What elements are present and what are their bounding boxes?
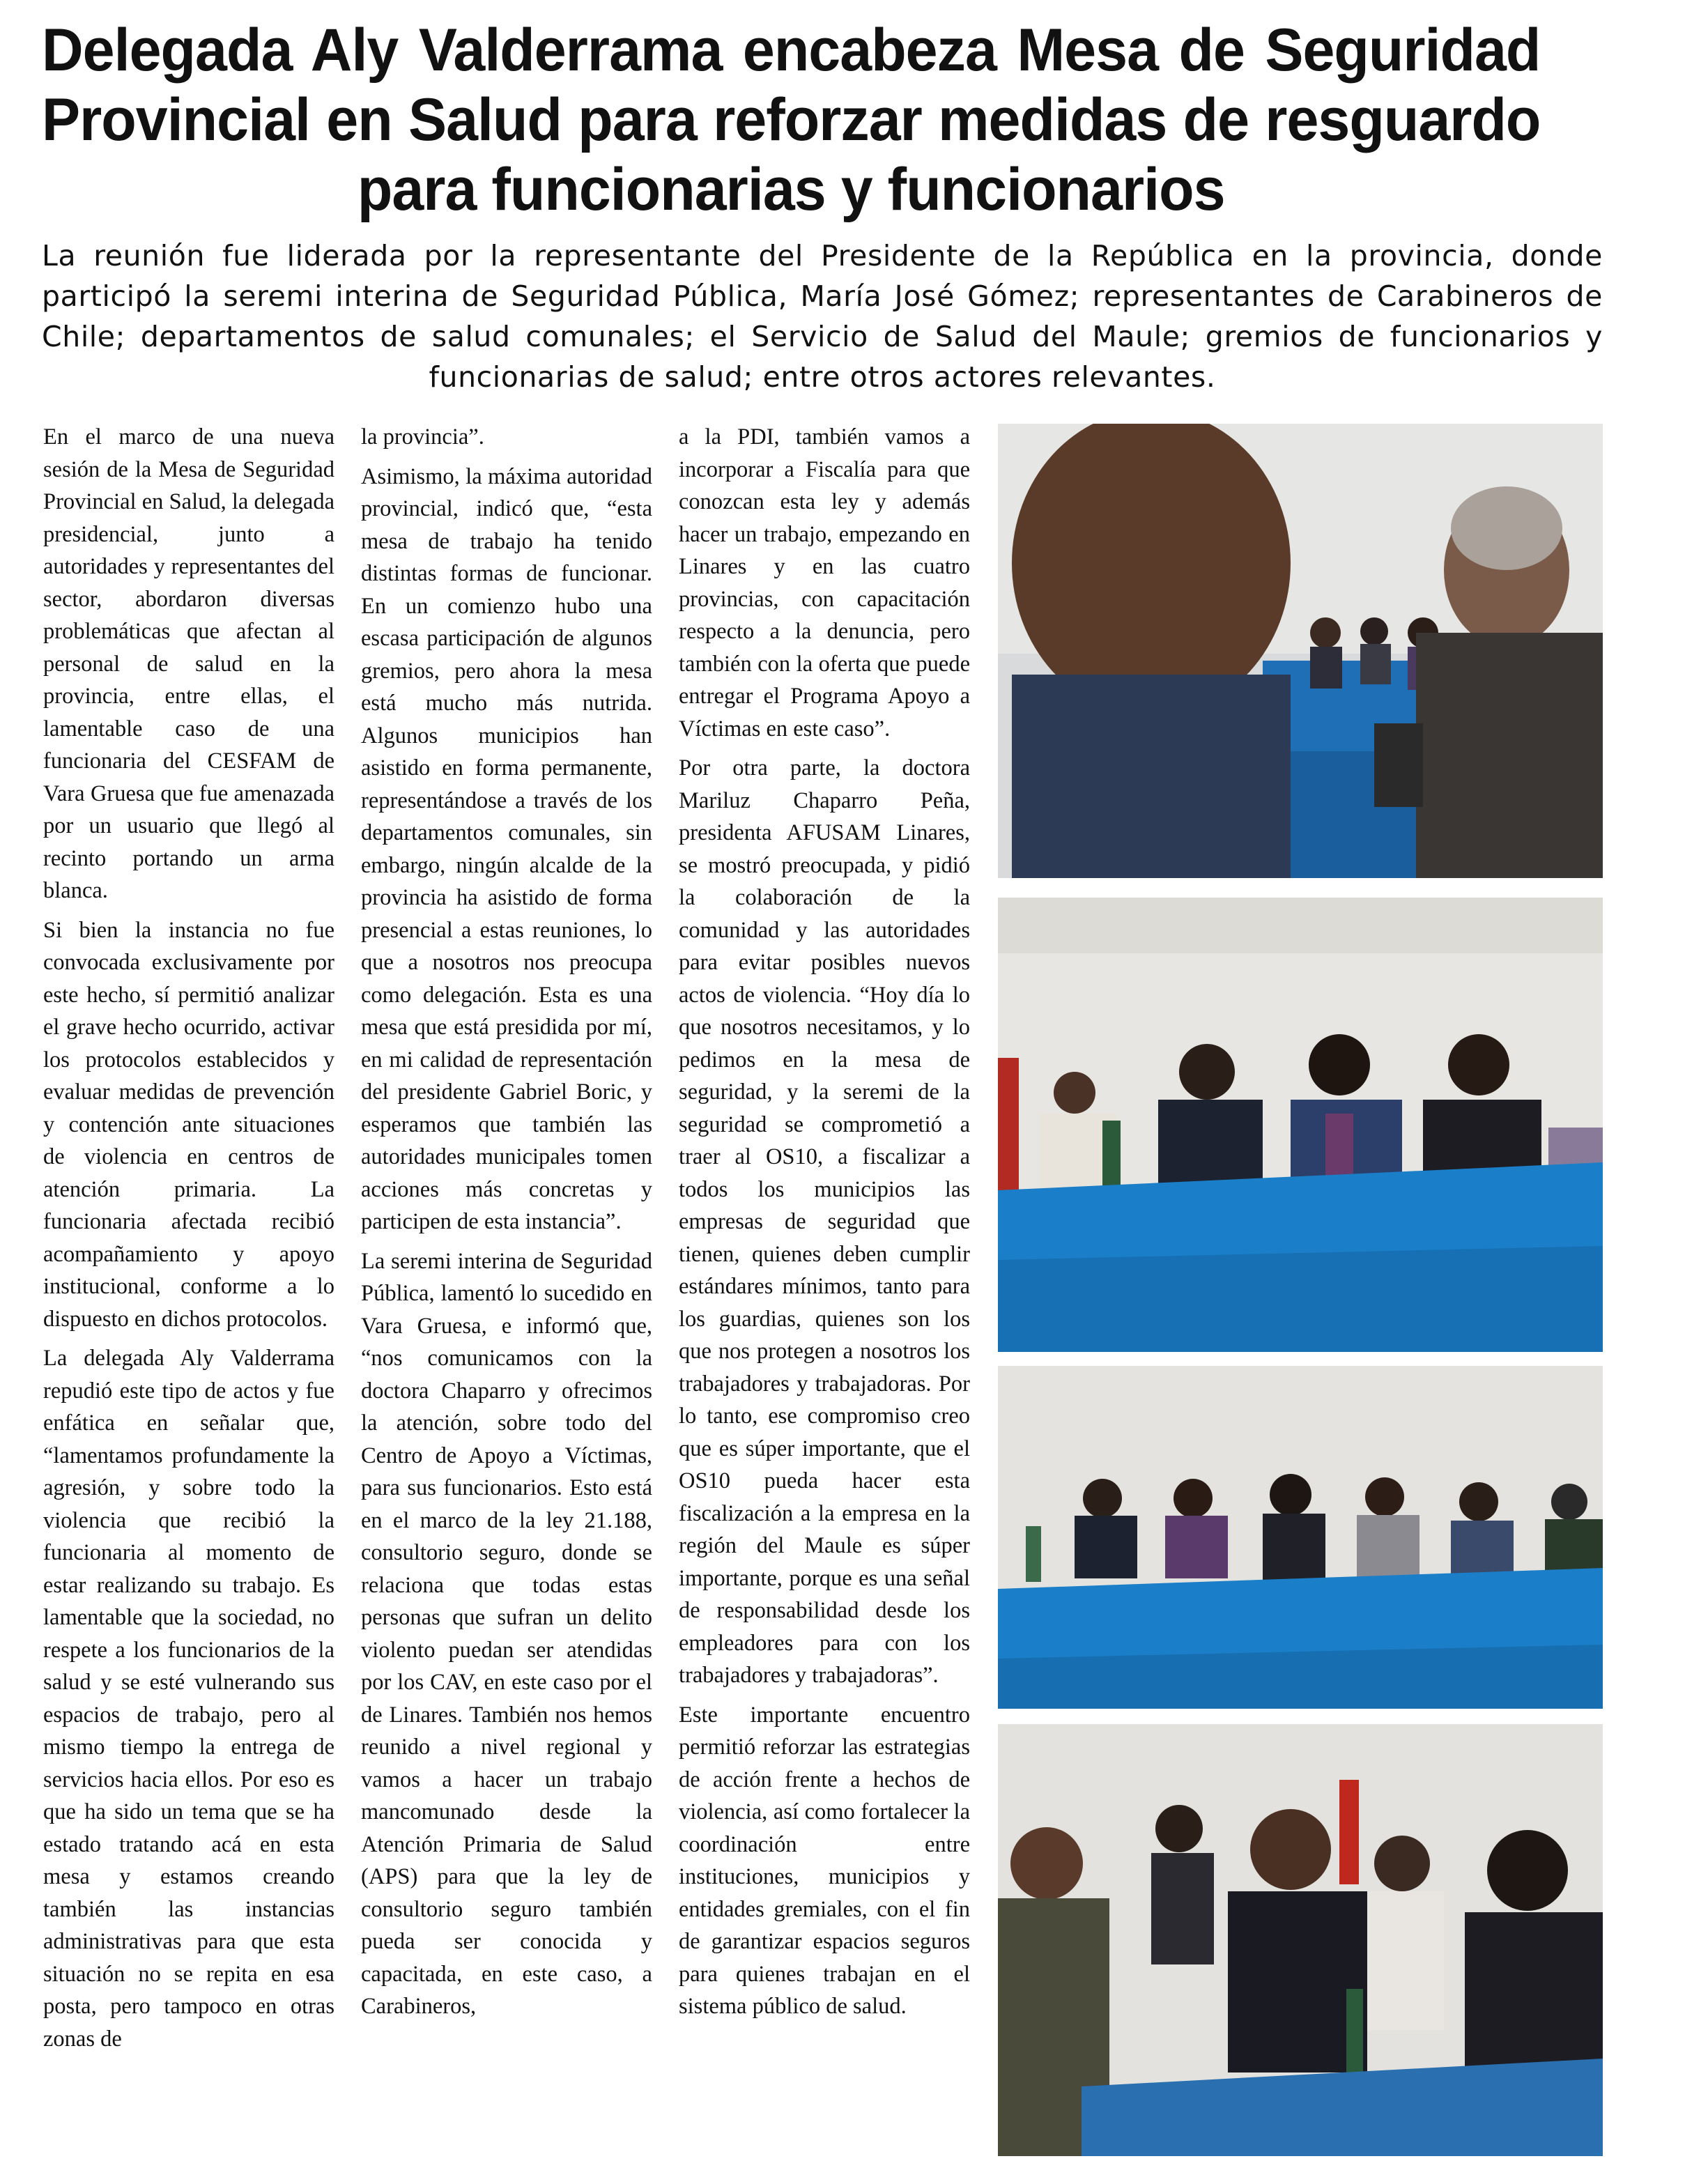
meeting-photo-1-image: [998, 424, 1603, 878]
meeting-photo-4-image: [998, 1724, 1603, 2156]
meeting-photo-2-image: [998, 898, 1603, 1352]
article-column-3: [679, 421, 970, 2030]
body-paragraph: la provincia”.: [361, 424, 484, 449]
headline: Delegada Aly Valderrama encabeza Mesa de Seguridad Provincial en Salud para reforzar medidas de resguardo para funcionarias y funcionarios: [42, 17, 1541, 223]
body-paragraph: En el marco de una nueva sesión de la Mesa de Seguridad Provincial en Salud, la delegada presidencial, junto a autoridades y representantes del sector, abordaron diversas problemáticas que afectan al personal de salud en la provincia, entre ellas, el lamentable caso de una funcionaria del CESFAM de Vara Gruesa que fue amenazada por un usuario que llegó al recinto portando un arma blanca.: [43, 424, 334, 903]
body-paragraph: Asimismo, la máxima autoridad provincial, indicó que, “esta mesa de trabajo ha tenido distintas formas de funcionar. En un comienzo hubo una escasa participación de algunos gremios, pero ahora la mesa está mucho más nutrida. Algunos municipios han asistido en forma permanente, representándose a través de los departamentos comunales, sin embargo, ningún alcalde de la provincia ha asistido de forma presencial a estas reuniones, lo que a nosotros nos preocupa como delegación. Esta es una mesa que está presidida por mí, en mi calidad de representación del presidente Gabriel Boric, y esperamos que también las autoridades municipales tomen acciones más concretas y participen de esta instancia”.: [361, 463, 652, 1234]
body-paragraph: La delegada Aly Valderrama repudió este tipo de actos y fue enfática en señalar que, “lamentamos profundamente la agresión, y sobre todo la violencia que recibió la funcionaria al momento de estar realizando su trabajo. Es lamentable que la sociedad, no respete a los funcionarios de la salud y se esté vulnerando sus espacios de trabajo, pero al mismo tiempo la entrega de servicios hacia ellos. Por eso es que ha sido un tema que se ha estado tratando acá en esta mesa y estamos creando también las instancias administrativas para que esta situación no se repita en esa posta, pero tampoco en otras zonas de: [43, 1346, 334, 2052]
lede-paragraph: La reunión fue liderada por la representante del Presidente de la República en la provincia, donde participó la seremi interina de Seguridad Pública, María José Gómez; representantes de Carabineros de Chile; departamentos de salud comunales; el Servicio de Salud del Maule; gremios de funcionarios y funcionarias de salud; entre otros actores relevantes.: [42, 239, 1603, 394]
article-column-1: [43, 421, 334, 2062]
body-paragraph: La seremi interina de Seguridad Pública, lamentó lo sucedido en Vara Gruesa, e informó que, “nos comunicamos con la doctora Chaparro y ofrecimos la atención, sobre todo del Centro de Apoyo a Víctimas, para sus funcionarios. Esto está en el marco de la ley 21.188, consultorio seguro, donde se relaciona que todas estas personas que sufran un delito violento puedan ser atendidas por los CAV, en este caso por el de Linares. También nos hemos reunido a nivel regional y vamos a hacer un trabajo mancomunado desde la Atención Primaria de Salud (APS) para que la ley de consultorio seguro también pueda ser conocida y capacitada, en este caso, a Carabineros,: [361, 1248, 652, 2019]
meeting-photo-4: [998, 1724, 1603, 2156]
meeting-photo-1: [998, 424, 1603, 878]
meeting-photo-3-image: [998, 1366, 1603, 1709]
body-paragraph: Por otra parte, la doctora Mariluz Chaparro Peña, presidenta AFUSAM Linares, se mostró preocupada, y pidió la colaboración de la comunidad y las autoridades para evitar posibles nuevos actos de violencia. “Hoy día lo que nosotros necesitamos, y lo pedimos en la mesa de seguridad, y la seremi de la seguridad se comprometió a traer al OS10, a fiscalizar a todos los municipios las empresas de seguridad que tienen, quienes deben cumplir estándares mínimos, tanto para los guardias, quienes son los que nos protegen a nosotros los trabajadores y trabajadoras. Por lo tanto, ese compromiso creo que es súper importante, que el OS10 pueda hacer esta fiscalización a la empresa en la región del Maule es súper importante, porque es una señal de responsabilidad desde los empleadores para con los trabajadores y trabajadoras”.: [679, 755, 970, 1688]
body-paragraph: Este importante encuentro permitió reforzar las estrategias de acción frente a hechos de violencia, así como fortalecer la coordinación entre instituciones, municipios y entidades gremiales, con el fin de garantizar espacios seguros para quienes trabajan en el sistema público de salud.: [679, 1702, 970, 2019]
meeting-photo-2: [998, 898, 1603, 1352]
body-paragraph: Si bien la instancia no fue convocada exclusivamente por este hecho, sí permitió analizar el grave hecho ocurrido, activar los protocolos establecidos y evaluar medidas de prevención y contención ante situaciones de violencia en centros de atención primaria. La funcionaria afectada recibió acompañamiento y apoyo institucional, conforme a lo dispuesto en dichos protocolos.: [43, 917, 334, 1332]
article-column-2: [361, 421, 652, 2030]
meeting-photo-3: [998, 1366, 1603, 1709]
body-paragraph: a la PDI, también vamos a incorporar a Fiscalía para que conozcan esta ley y además hacer un trabajo, empezando en Linares y en las cuatro provincias, con capacitación respecto a la denuncia, pero también con la oferta que puede entregar el Programa Apoyo a Víctimas en este caso”.: [679, 424, 970, 741]
